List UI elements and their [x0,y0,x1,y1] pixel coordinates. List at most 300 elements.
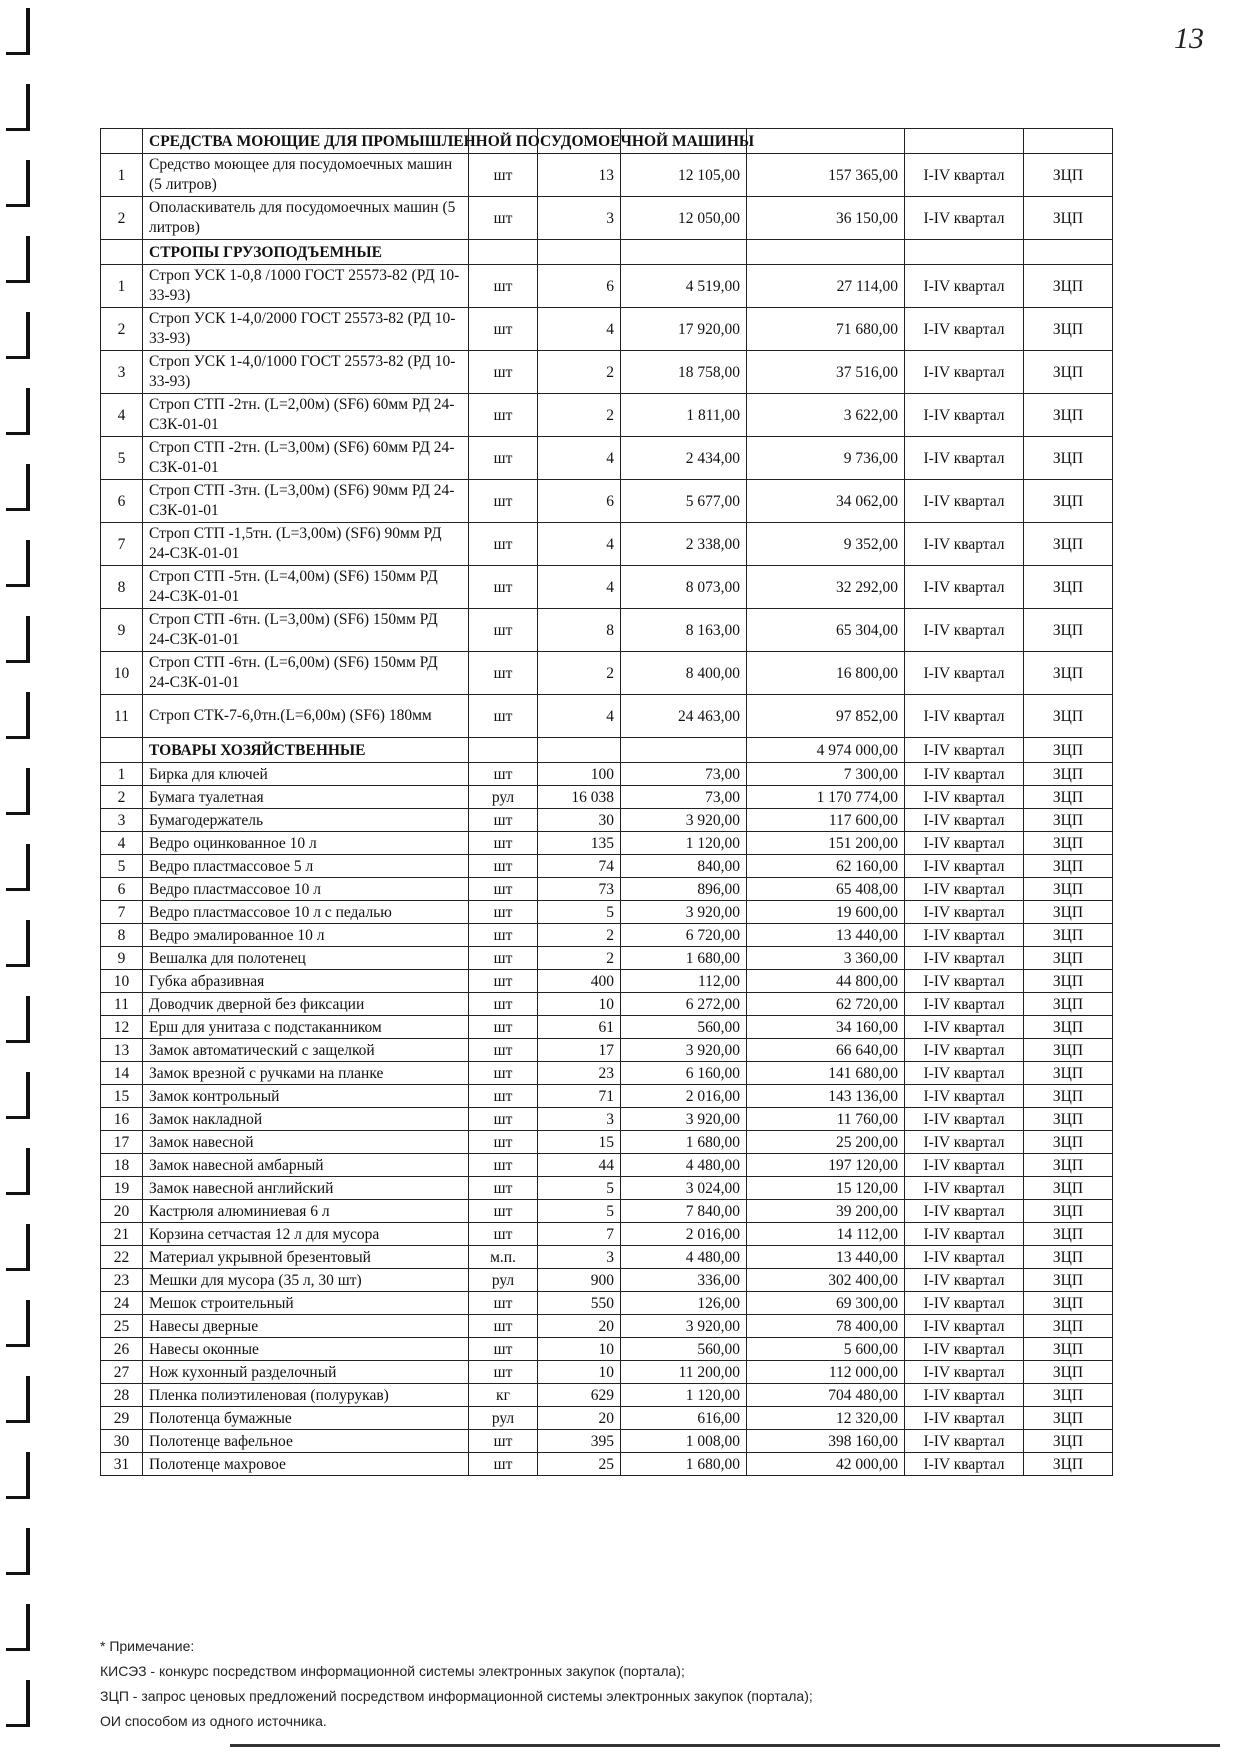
item-quantity: 4 [538,523,621,566]
item-unit: шт [469,652,538,695]
section-method [1024,129,1113,154]
item-period: I-IV квартал [905,855,1024,878]
item-quantity: 20 [538,1407,621,1430]
item-price: 4 519,00 [621,265,747,308]
item-price: 1 811,00 [621,394,747,437]
binder-hole [6,236,30,283]
item-unit: шт [469,437,538,480]
item-method: ЗЦП [1024,1269,1113,1292]
item-period: I-IV квартал [905,437,1024,480]
item-quantity: 15 [538,1131,621,1154]
item-sum: 34 062,00 [747,480,905,523]
section-header-row [101,240,1113,265]
item-period: I-IV квартал [905,154,1024,197]
item-price: 24 463,00 [621,695,747,738]
item-unit: шт [469,609,538,652]
row-number: 13 [101,1039,143,1062]
item-price: 8 163,00 [621,609,747,652]
item-method: ЗЦП [1024,652,1113,695]
row-number: 16 [101,1108,143,1131]
item-quantity: 61 [538,1016,621,1039]
item-price: 8 073,00 [621,566,747,609]
item-method: ЗЦП [1024,1154,1113,1177]
item-unit: шт [469,197,538,240]
binder-holes [0,0,40,1754]
row-number: 25 [101,1315,143,1338]
item-price: 6 160,00 [621,1062,747,1085]
table-row [101,970,1113,993]
section-title: СТРОПЫ ГРУЗОПОДЪЕМНЫЕ [143,240,469,265]
table-row [101,1131,1113,1154]
item-period: I-IV квартал [905,394,1024,437]
item-quantity: 13 [538,154,621,197]
section-method: ЗЦП [1024,738,1113,763]
item-method: ЗЦП [1024,809,1113,832]
binder-hole [6,692,30,739]
binder-hole [6,1300,30,1347]
item-sum: 65 304,00 [747,609,905,652]
item-price: 12 050,00 [621,197,747,240]
table-row [101,523,1113,566]
item-method: ЗЦП [1024,154,1113,197]
row-number: 8 [101,566,143,609]
item-price: 126,00 [621,1292,747,1315]
item-quantity: 5 [538,1200,621,1223]
item-period: I-IV квартал [905,1200,1024,1223]
row-number: 27 [101,1361,143,1384]
table-row [101,1269,1113,1292]
item-method: ЗЦП [1024,1062,1113,1085]
item-quantity: 5 [538,1177,621,1200]
item-sum: 27 114,00 [747,265,905,308]
item-method: ЗЦП [1024,1430,1113,1453]
item-sum: 3 360,00 [747,947,905,970]
item-sum: 25 200,00 [747,1131,905,1154]
row-number: 5 [101,437,143,480]
item-price: 6 720,00 [621,924,747,947]
table-row [101,924,1113,947]
item-method: ЗЦП [1024,1223,1113,1246]
row-number: 3 [101,351,143,394]
item-price: 73,00 [621,763,747,786]
binder-hole [6,464,30,511]
section-num-cell [101,129,143,154]
item-sum: 141 680,00 [747,1062,905,1085]
item-sum: 1 170 774,00 [747,786,905,809]
row-number: 2 [101,308,143,351]
item-unit: шт [469,878,538,901]
item-quantity: 400 [538,970,621,993]
table-row [101,901,1113,924]
item-sum: 15 120,00 [747,1177,905,1200]
item-unit: шт [469,832,538,855]
item-quantity: 550 [538,1292,621,1315]
item-price: 18 758,00 [621,351,747,394]
item-price: 336,00 [621,1269,747,1292]
item-sum: 14 112,00 [747,1223,905,1246]
binder-hole [6,996,30,1043]
item-quantity: 2 [538,924,621,947]
item-period: I-IV квартал [905,308,1024,351]
item-sum: 44 800,00 [747,970,905,993]
item-unit: шт [469,1292,538,1315]
item-name: Строп СТП -1,5тн. (L=3,00м) (SF6) 90мм РД 24-СЗК-01-01 [143,523,469,566]
item-sum: 117 600,00 [747,809,905,832]
item-unit: шт [469,855,538,878]
item-method: ЗЦП [1024,566,1113,609]
item-price: 2 434,00 [621,437,747,480]
table-row [101,1062,1113,1085]
binder-hole [6,1376,30,1423]
row-number: 18 [101,1154,143,1177]
row-number: 21 [101,1223,143,1246]
item-sum: 112 000,00 [747,1361,905,1384]
table-row [101,1108,1113,1131]
table-row [101,1430,1113,1453]
table-row [101,1315,1113,1338]
item-unit: шт [469,924,538,947]
footnote-title: * Примечание: [100,1638,195,1654]
item-name: Строп УСК 1-4,0/2000 ГОСТ 25573-82 (РД 10-33-93) [143,308,469,351]
item-method: ЗЦП [1024,1361,1113,1384]
item-name: Ерш для унитаза с подстаканником [143,1016,469,1039]
item-quantity: 6 [538,480,621,523]
item-method: ЗЦП [1024,993,1113,1016]
row-number: 4 [101,832,143,855]
item-sum: 13 440,00 [747,924,905,947]
item-period: I-IV квартал [905,265,1024,308]
table-body [101,129,1113,1476]
item-price: 896,00 [621,878,747,901]
section-price-cell [621,738,747,763]
item-name: Строп СТП -2тн. (L=2,00м) (SF6) 60мм РД 24-СЗК-01-01 [143,394,469,437]
item-name: Нож кухонный разделочный [143,1361,469,1384]
item-price: 4 480,00 [621,1246,747,1269]
item-price: 11 200,00 [621,1361,747,1384]
item-quantity: 10 [538,1338,621,1361]
item-quantity: 7 [538,1223,621,1246]
item-method: ЗЦП [1024,394,1113,437]
item-unit: шт [469,351,538,394]
table-row [101,652,1113,695]
item-unit: шт [469,1315,538,1338]
item-name: Бумагодержатель [143,809,469,832]
section-price-cell [621,240,747,265]
item-period: I-IV квартал [905,1292,1024,1315]
table-row [101,480,1113,523]
item-name: Ведро оцинкованное 10 л [143,832,469,855]
binder-hole [6,1072,30,1119]
section-period [905,240,1024,265]
item-method: ЗЦП [1024,947,1113,970]
item-quantity: 4 [538,566,621,609]
item-method: ЗЦП [1024,1131,1113,1154]
item-unit: шт [469,695,538,738]
binder-hole [6,1224,30,1271]
item-unit: шт [469,1016,538,1039]
item-price: 1 680,00 [621,1131,747,1154]
item-name: Замок навесной английский [143,1177,469,1200]
table-row [101,394,1113,437]
row-number: 19 [101,1177,143,1200]
item-unit: шт [469,265,538,308]
item-period: I-IV квартал [905,1453,1024,1476]
row-number: 2 [101,786,143,809]
row-number: 7 [101,523,143,566]
item-unit: кг [469,1384,538,1407]
item-period: I-IV квартал [905,1246,1024,1269]
item-method: ЗЦП [1024,1453,1113,1476]
item-period: I-IV квартал [905,1338,1024,1361]
item-price: 1 008,00 [621,1430,747,1453]
bottom-rule [230,1744,1220,1747]
item-sum: 39 200,00 [747,1200,905,1223]
item-sum: 65 408,00 [747,878,905,901]
item-price: 2 338,00 [621,523,747,566]
row-number: 9 [101,947,143,970]
table-row [101,832,1113,855]
item-sum: 12 320,00 [747,1407,905,1430]
item-unit: шт [469,1361,538,1384]
item-price: 1 120,00 [621,832,747,855]
item-period: I-IV квартал [905,1108,1024,1131]
item-name: Пленка полиэтиленовая (полурукав) [143,1384,469,1407]
binder-hole [6,1604,30,1651]
table-row [101,1200,1113,1223]
item-sum: 302 400,00 [747,1269,905,1292]
item-method: ЗЦП [1024,855,1113,878]
item-unit: шт [469,1338,538,1361]
item-price: 8 400,00 [621,652,747,695]
footnote-oi: ОИ способом из одного источника. [100,1713,327,1729]
item-price: 73,00 [621,786,747,809]
item-method: ЗЦП [1024,1384,1113,1407]
row-number: 26 [101,1338,143,1361]
item-sum: 69 300,00 [747,1292,905,1315]
binder-hole [6,1452,30,1499]
item-period: I-IV квартал [905,1062,1024,1085]
item-name: Строп СТП -5тн. (L=4,00м) (SF6) 150мм РД 24-СЗК-01-01 [143,566,469,609]
row-number: 9 [101,609,143,652]
item-price: 560,00 [621,1016,747,1039]
item-sum: 3 622,00 [747,394,905,437]
item-price: 3 920,00 [621,809,747,832]
item-sum: 62 160,00 [747,855,905,878]
table-row [101,1177,1113,1200]
binder-hole [6,388,30,435]
item-period: I-IV квартал [905,523,1024,566]
item-quantity: 4 [538,437,621,480]
binder-hole [6,844,30,891]
section-period [905,129,1024,154]
row-number: 29 [101,1407,143,1430]
item-unit: шт [469,763,538,786]
row-number: 17 [101,1131,143,1154]
item-sum: 9 736,00 [747,437,905,480]
item-unit: шт [469,480,538,523]
item-period: I-IV квартал [905,1430,1024,1453]
item-period: I-IV квартал [905,993,1024,1016]
item-unit: м.п. [469,1246,538,1269]
item-price: 12 105,00 [621,154,747,197]
item-price: 2 016,00 [621,1085,747,1108]
item-sum: 66 640,00 [747,1039,905,1062]
item-method: ЗЦП [1024,480,1113,523]
item-unit: шт [469,1154,538,1177]
item-quantity: 6 [538,265,621,308]
item-method: ЗЦП [1024,1292,1113,1315]
item-quantity: 2 [538,394,621,437]
item-name: Строп СТП -3тн. (L=3,00м) (SF6) 90мм РД 24-СЗК-01-01 [143,480,469,523]
item-period: I-IV квартал [905,1407,1024,1430]
item-sum: 157 365,00 [747,154,905,197]
item-quantity: 100 [538,763,621,786]
table-row [101,1407,1113,1430]
item-price: 840,00 [621,855,747,878]
item-period: I-IV квартал [905,480,1024,523]
item-name: Полотенце махровое [143,1453,469,1476]
item-quantity: 900 [538,1269,621,1292]
item-name: Ведро пластмассовое 10 л с педалью [143,901,469,924]
item-price: 3 024,00 [621,1177,747,1200]
item-period: I-IV квартал [905,763,1024,786]
item-quantity: 2 [538,652,621,695]
item-method: ЗЦП [1024,695,1113,738]
item-method: ЗЦП [1024,1407,1113,1430]
section-method [1024,240,1113,265]
item-price: 616,00 [621,1407,747,1430]
item-method: ЗЦП [1024,609,1113,652]
item-name: Бирка для ключей [143,763,469,786]
item-price: 3 920,00 [621,1315,747,1338]
item-method: ЗЦП [1024,832,1113,855]
item-sum: 143 136,00 [747,1085,905,1108]
item-quantity: 135 [538,832,621,855]
item-price: 1 680,00 [621,947,747,970]
item-method: ЗЦП [1024,351,1113,394]
row-number: 22 [101,1246,143,1269]
item-quantity: 10 [538,1361,621,1384]
item-unit: шт [469,308,538,351]
item-name: Мешок строительный [143,1292,469,1315]
item-period: I-IV квартал [905,809,1024,832]
item-method: ЗЦП [1024,1200,1113,1223]
item-price: 560,00 [621,1338,747,1361]
item-name: Корзина сетчастая 12 л для мусора [143,1223,469,1246]
item-sum: 42 000,00 [747,1453,905,1476]
item-quantity: 629 [538,1384,621,1407]
table-row [101,566,1113,609]
item-method: ЗЦП [1024,308,1113,351]
binder-hole [6,616,30,663]
item-sum: 37 516,00 [747,351,905,394]
item-quantity: 20 [538,1315,621,1338]
item-quantity: 3 [538,197,621,240]
item-price: 5 677,00 [621,480,747,523]
item-price: 2 016,00 [621,1223,747,1246]
row-number: 5 [101,855,143,878]
row-number: 1 [101,763,143,786]
item-sum: 197 120,00 [747,1154,905,1177]
item-period: I-IV квартал [905,878,1024,901]
item-price: 3 920,00 [621,1039,747,1062]
section-total: 4 974 000,00 [747,738,905,763]
item-unit: шт [469,1062,538,1085]
table-row [101,1246,1113,1269]
item-name: Строп СТП -6тн. (L=6,00м) (SF6) 150мм РД 24-СЗК-01-01 [143,652,469,695]
item-unit: шт [469,523,538,566]
item-name: Замок накладной [143,1108,469,1131]
binder-hole [6,1528,30,1575]
item-name: Ведро эмалированное 10 л [143,924,469,947]
item-period: I-IV квартал [905,901,1024,924]
item-method: ЗЦП [1024,1338,1113,1361]
binder-hole [6,1148,30,1195]
item-method: ЗЦП [1024,1177,1113,1200]
table-row [101,197,1113,240]
item-name: Бумага туалетная [143,786,469,809]
item-sum: 16 800,00 [747,652,905,695]
item-period: I-IV квартал [905,351,1024,394]
section-unit-cell [469,738,538,763]
item-quantity: 2 [538,947,621,970]
section-qty-cell [538,738,621,763]
item-name: Материал укрывной брезентовый [143,1246,469,1269]
table-row [101,1039,1113,1062]
item-quantity: 74 [538,855,621,878]
item-sum: 62 720,00 [747,993,905,1016]
item-name: Замок контрольный [143,1085,469,1108]
item-name: Мешки для мусора (35 л, 30 шт) [143,1269,469,1292]
item-name: Вешалка для полотенец [143,947,469,970]
item-price: 1 680,00 [621,1453,747,1476]
row-number: 8 [101,924,143,947]
item-quantity: 2 [538,351,621,394]
table-row [101,1223,1113,1246]
item-method: ЗЦП [1024,878,1113,901]
item-sum: 97 852,00 [747,695,905,738]
item-unit: рул [469,786,538,809]
row-number: 20 [101,1200,143,1223]
item-sum: 7 300,00 [747,763,905,786]
item-period: I-IV квартал [905,566,1024,609]
table-row [101,1384,1113,1407]
binder-hole [6,312,30,359]
item-sum: 398 160,00 [747,1430,905,1453]
table-row [101,265,1113,308]
section-title: ТОВАРЫ ХОЗЯЙСТВЕННЫЕ [143,738,469,763]
item-period: I-IV квартал [905,652,1024,695]
table-row [101,1085,1113,1108]
section-total [747,129,905,154]
table-row [101,993,1113,1016]
item-sum: 5 600,00 [747,1338,905,1361]
table-row [101,609,1113,652]
item-method: ЗЦП [1024,1039,1113,1062]
item-name: Замок врезной с ручками на планке [143,1062,469,1085]
item-name: Строп УСК 1-4,0/1000 ГОСТ 25573-82 (РД 10-33-93) [143,351,469,394]
row-number: 23 [101,1269,143,1292]
item-price: 17 920,00 [621,308,747,351]
item-unit: шт [469,394,538,437]
row-number: 31 [101,1453,143,1476]
item-period: I-IV квартал [905,1315,1024,1338]
item-name: Замок навесной [143,1131,469,1154]
item-price: 3 920,00 [621,1108,747,1131]
item-method: ЗЦП [1024,1246,1113,1269]
table-row [101,786,1113,809]
item-quantity: 17 [538,1039,621,1062]
